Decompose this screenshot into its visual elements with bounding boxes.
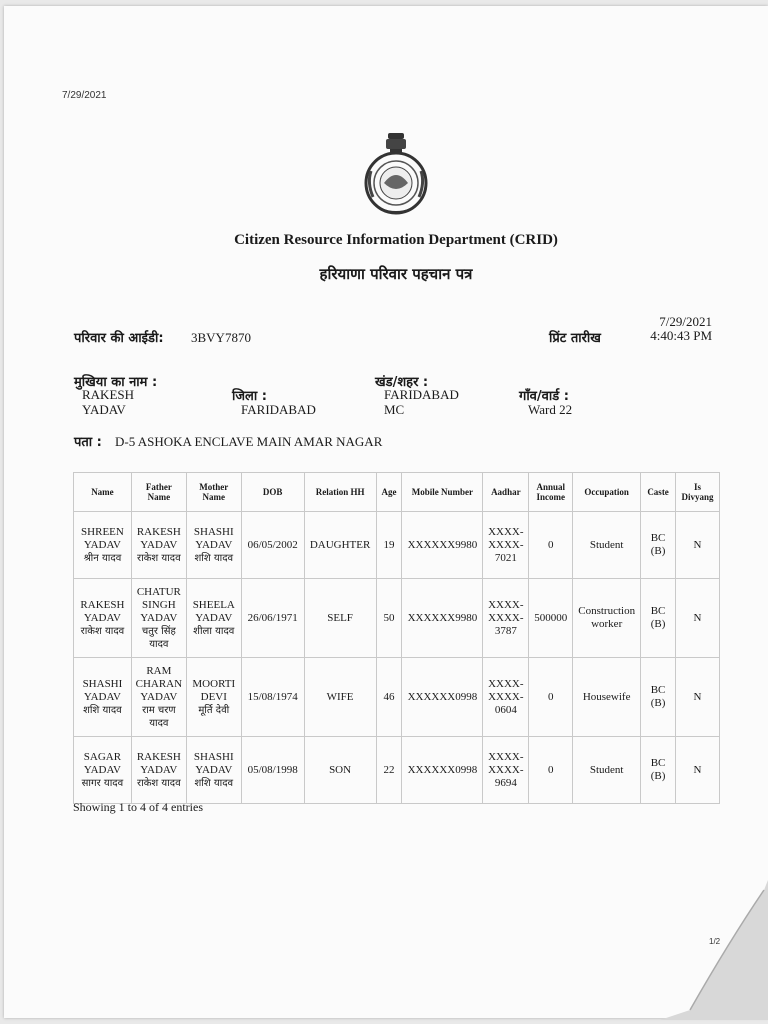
print-date-date: 7/29/2021 (659, 314, 712, 329)
mother-name-hindi: मूर्ति देवी (198, 704, 230, 716)
mother-name-cell (186, 512, 241, 579)
head-first-name: RAKESH (82, 387, 135, 402)
dob-cell: 05/08/1998 (241, 737, 304, 804)
haryana-emblem-icon (361, 131, 431, 215)
relation-cell: SELF (304, 579, 376, 658)
column-header: Occupation (573, 473, 641, 512)
member-name: SAGAR YADAV (83, 750, 122, 776)
mother-name-hindi: शशि यादव (194, 552, 234, 564)
mother-name-hindi: शशि यादव (194, 777, 234, 789)
occupation-cell: Student (573, 512, 641, 579)
income-cell: 500000 (529, 579, 573, 658)
member-name-hindi: शशि यादव (83, 704, 122, 716)
table-row (74, 737, 720, 804)
table-header-row (74, 473, 720, 512)
mother-name: SHASHI YADAV (193, 525, 234, 551)
age-cell: 46 (376, 658, 402, 737)
divyang-cell: N (676, 658, 720, 737)
mother-name-cell (186, 579, 241, 658)
column-header: Name (74, 473, 132, 512)
caste-cell: BC (B) (641, 658, 676, 737)
block-city-value (384, 387, 459, 417)
column-header: Caste (641, 473, 676, 512)
mother-name-cell (186, 658, 241, 737)
caste-cell: BC (B) (641, 512, 676, 579)
table-row (74, 658, 720, 737)
income-cell: 0 (529, 658, 573, 737)
relation-cell: DAUGHTER (304, 512, 376, 579)
address-label: पता : (74, 435, 102, 450)
mother-name-hindi: शीला यादव (193, 625, 235, 637)
column-header: Is Divyang (676, 473, 720, 512)
page-number: 1/2 (709, 937, 721, 946)
table-entries-info: Showing 1 to 4 of 4 entries (73, 800, 203, 814)
occupation-cell: Student (573, 737, 641, 804)
age-cell: 50 (376, 579, 402, 658)
income-cell: 0 (529, 737, 573, 804)
father-name-cell (131, 658, 186, 737)
member-name-cell (74, 658, 132, 737)
father-name-cell (131, 512, 186, 579)
occupation-cell: Housewife (573, 658, 641, 737)
page-curl-shadow (660, 880, 768, 1020)
divyang-cell: N (676, 512, 720, 579)
head-of-family-label: मुखिया का नाम : (74, 375, 158, 390)
member-name: RAKESH YADAV (80, 598, 125, 624)
member-name: SHASHI YADAV (82, 677, 123, 703)
mobile-cell: XXXXXX0998 (402, 737, 483, 804)
column-header: DOB (241, 473, 304, 512)
village-ward-label: गाँव/वार्ड : (519, 389, 569, 404)
address-value: D-5 ASHOKA ENCLAVE MAIN AMAR NAGAR (115, 434, 383, 449)
member-name-hindi: श्रीन यादव (83, 552, 122, 564)
member-name-cell (74, 579, 132, 658)
block-city-label: खंड/शहर : (375, 375, 429, 390)
dob-cell: 06/05/2002 (241, 512, 304, 579)
district-value: FARIDABAD (241, 402, 316, 417)
mobile-cell: XXXXXX9980 (402, 579, 483, 658)
print-date-label: प्रिंट तारीख (549, 331, 601, 346)
aadhar-cell: XXXX-XXXX-9694 (483, 737, 529, 804)
divyang-cell: N (676, 737, 720, 804)
table-row (74, 579, 720, 658)
member-name-hindi: राकेश यादव (80, 625, 125, 637)
aadhar-cell: XXXX-XXXX-0604 (483, 658, 529, 737)
mobile-cell: XXXXXX0998 (402, 658, 483, 737)
column-header: Aadhar (483, 473, 529, 512)
aadhar-cell: XXXX-XXXX-7021 (483, 512, 529, 579)
father-name-hindi: राकेश यादव (137, 552, 181, 564)
father-name: RAKESH YADAV (136, 750, 181, 776)
family-id-label: परिवार की आईडी: (74, 331, 164, 346)
father-name: RAM CHARAN YADAV (135, 664, 183, 703)
aadhar-cell: XXXX-XXXX-3787 (483, 579, 529, 658)
member-name-hindi: सागर यादव (81, 777, 124, 789)
caste-cell: BC (B) (641, 579, 676, 658)
relation-cell: SON (304, 737, 376, 804)
head-last-name: YADAV (82, 402, 126, 417)
village-ward-value: Ward 22 (528, 402, 573, 417)
department-title: Citizen Resource Information Department (CRID) (234, 232, 558, 248)
document-title-hindi: हरियाणा परिवार पहचान पत्र (319, 265, 473, 283)
dob-cell: 15/08/1974 (241, 658, 304, 737)
father-name-hindi: चतुर सिंह यादव (141, 625, 176, 650)
occupation-cell: Construction worker (573, 579, 641, 658)
father-name-cell (131, 579, 186, 658)
member-name: SHREEN YADAV (81, 525, 124, 551)
father-name-hindi: राकेश यादव (137, 777, 181, 789)
father-name: CHATUR SINGH YADAV (136, 585, 181, 624)
dob-cell: 26/06/1971 (241, 579, 304, 658)
column-header: Mother Name (186, 473, 241, 512)
mother-name-cell (186, 737, 241, 804)
column-header: Father Name (131, 473, 186, 512)
table-row (74, 512, 720, 579)
mother-name: SHEELA YADAV (192, 598, 235, 624)
family-members-table (73, 472, 720, 804)
column-header: Mobile Number (402, 473, 483, 512)
relation-cell: WIFE (304, 658, 376, 737)
head-of-family-value (82, 387, 172, 417)
father-name-hindi: राम चरण यादव (142, 704, 176, 729)
mother-name: MOORTI DEVI (192, 677, 236, 703)
mother-name: SHASHI YADAV (193, 750, 234, 776)
block-city-line1: FARIDABAD (384, 387, 459, 402)
family-id-value: 3BVY7870 (191, 330, 251, 345)
member-name-cell (74, 737, 132, 804)
income-cell: 0 (529, 512, 573, 579)
mobile-cell: XXXXXX9980 (402, 512, 483, 579)
caste-cell: BC (B) (641, 737, 676, 804)
member-name-cell (74, 512, 132, 579)
district-label: जिला : (232, 389, 267, 404)
column-header: Relation HH (304, 473, 376, 512)
age-cell: 19 (376, 512, 402, 579)
header-print-date: 7/29/2021 (62, 90, 107, 101)
divyang-cell: N (676, 579, 720, 658)
print-date-value (648, 315, 712, 343)
print-date-time: 4:40:43 PM (650, 328, 712, 343)
age-cell: 22 (376, 737, 402, 804)
column-header: Age (376, 473, 402, 512)
column-header: Annual Income (529, 473, 573, 512)
father-name-cell (131, 737, 186, 804)
block-city-line2: MC (384, 402, 405, 417)
father-name: RAKESH YADAV (136, 525, 181, 551)
